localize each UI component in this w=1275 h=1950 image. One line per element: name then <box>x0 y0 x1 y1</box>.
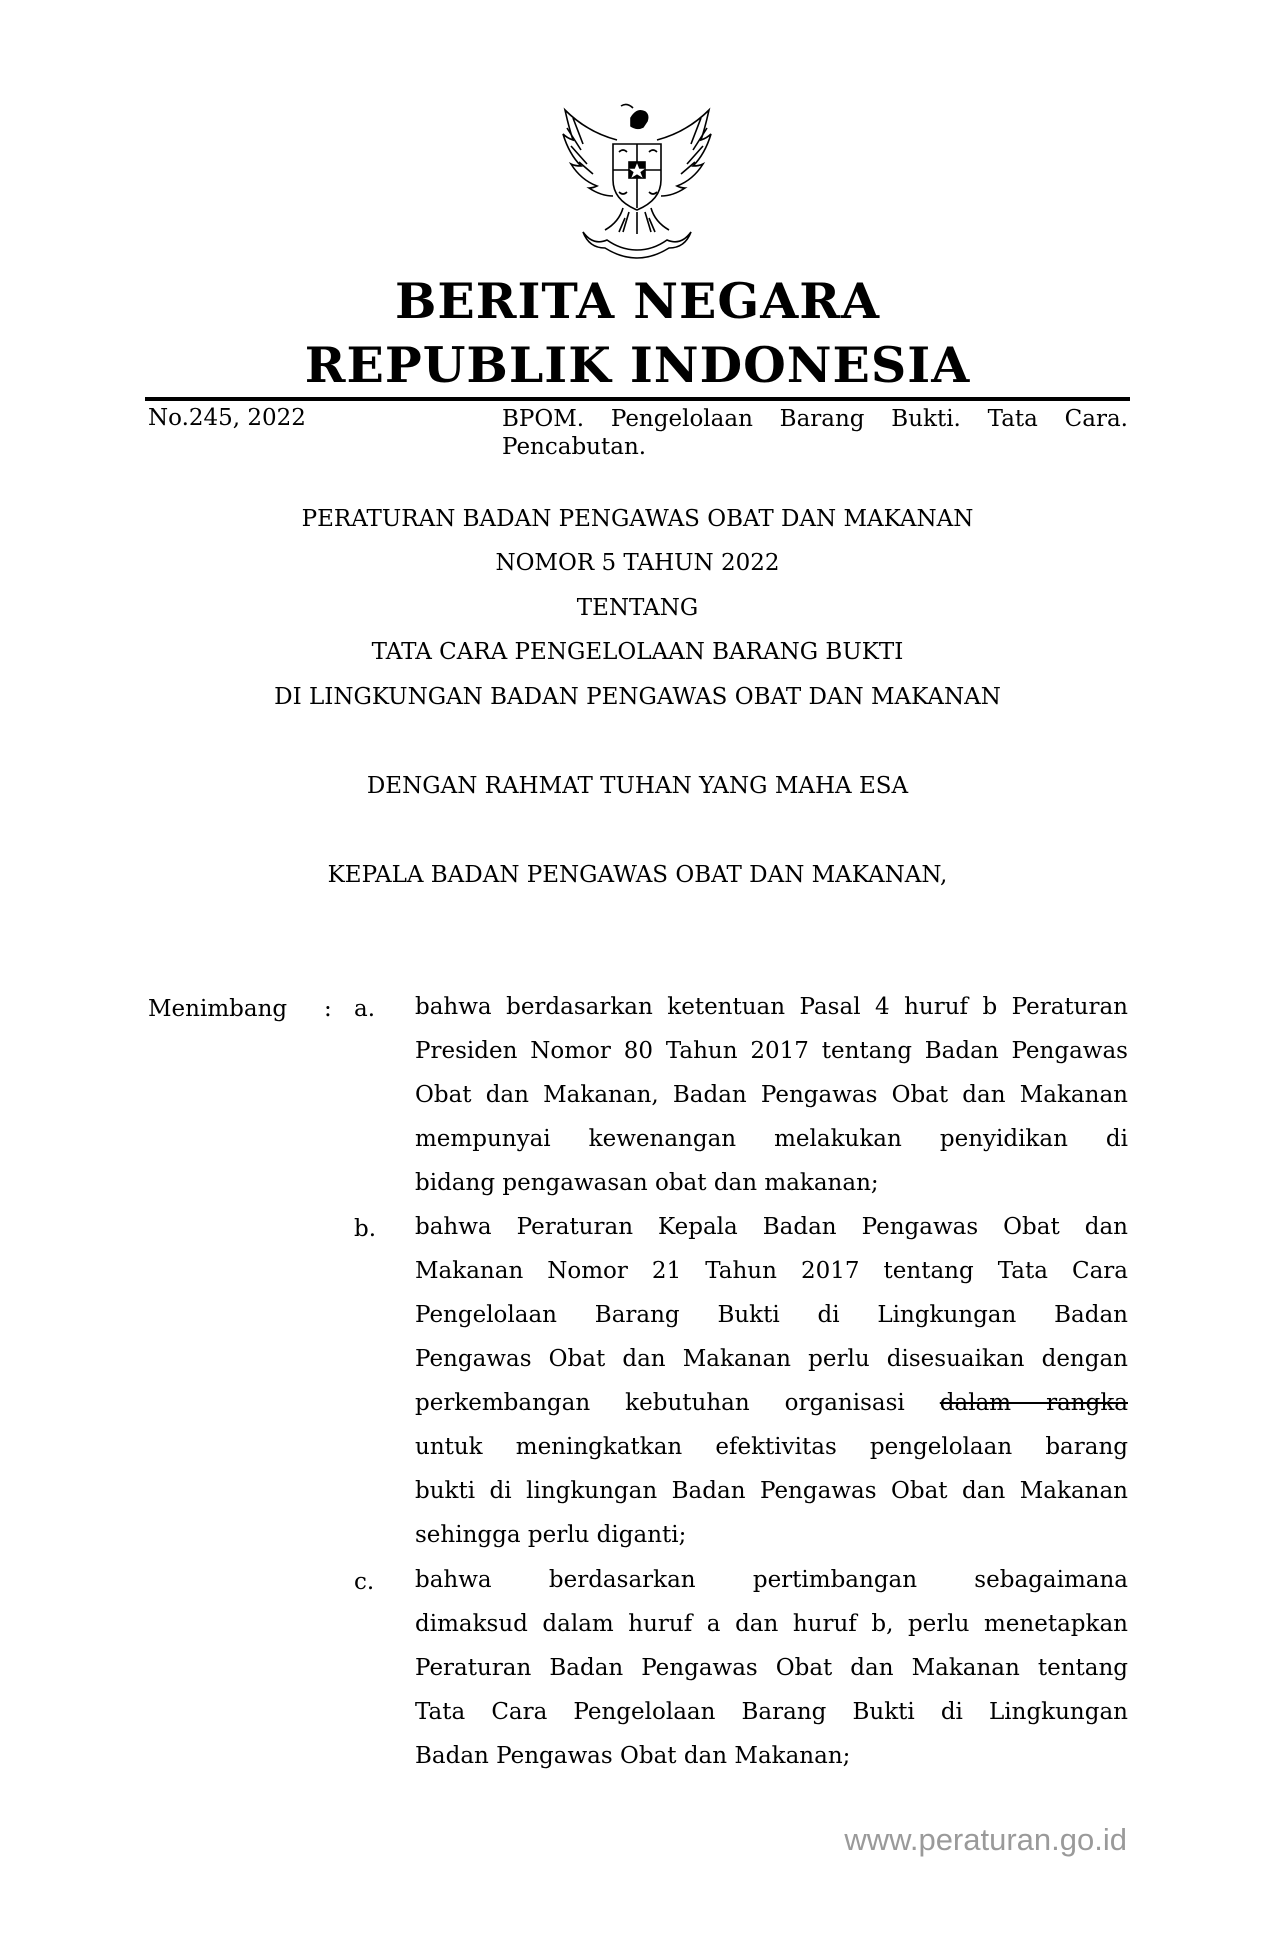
considering-item-c <box>415 1558 1128 1778</box>
paragraph-line: Obat dan Makanan, Badan Pengawas Obat dan Makanan <box>415 1082 1128 1108</box>
paragraph-line: Badan Pengawas Obat dan Makanan; <box>415 1743 851 1769</box>
paragraph-line: Pengelolaan Barang Bukti di Lingkungan Badan <box>415 1302 1128 1328</box>
garuda-emblem-icon <box>553 100 721 260</box>
considering-item-marker-b: b. <box>354 1216 377 1242</box>
invocation: DENGAN RAHMAT TUHAN YANG MAHA ESA <box>366 773 909 799</box>
paragraph-line: sehingga perlu diganti; <box>415 1522 687 1548</box>
considering-colon: : <box>324 996 332 1022</box>
paragraph-line-with-strike <box>415 1381 1128 1425</box>
paragraph-line: dimaksud dalam huruf a dan huruf b, perlu menetapkan <box>415 1611 1128 1637</box>
paragraph-line: bahwa berdasarkan pertimbangan sebagaimana <box>415 1567 1128 1593</box>
regulation-heading-line2: NOMOR 5 TAHUN 2022 <box>495 550 780 576</box>
paragraph-line: bukti di lingkungan Badan Pengawas Obat dan Makanan <box>415 1478 1128 1504</box>
paragraph-line: Tata Cara Pengelolaan Barang Bukti di Lingkungan <box>415 1699 1128 1725</box>
considering-label: Menimbang <box>148 996 288 1022</box>
considering-item-a <box>415 985 1128 1205</box>
regulation-heading-line1: PERATURAN BADAN PENGAWAS OBAT DAN MAKANAN <box>301 506 974 532</box>
paragraph-line: bahwa Peraturan Kepala Badan Pengawas Obat dan <box>415 1214 1128 1240</box>
paragraph-line: bidang pengawasan obat dan makanan; <box>415 1170 879 1196</box>
gazette-number: No.245, 2022 <box>148 405 306 431</box>
gazette-subject-line1: BPOM. Pengelolaan Barang Bukti. Tata Cara. <box>502 406 1128 432</box>
paragraph-line: Pengawas Obat dan Makanan perlu disesuaikan dengan <box>415 1346 1128 1372</box>
considering-item-b <box>415 1205 1128 1557</box>
considering-item-marker-c: c. <box>354 1569 375 1595</box>
regulation-heading-line4: TATA CARA PENGELOLAAN BARANG BUKTI <box>371 639 904 665</box>
masthead-title-line1: BERITA NEGARA <box>394 272 880 330</box>
gazette-subject-line2: Pencabutan. <box>502 434 647 460</box>
regulation-heading-line3: TENTANG <box>576 595 699 621</box>
regulation-heading-line5: DI LINGKUNGAN BADAN PENGAWAS OBAT DAN MAKANAN <box>274 684 1001 710</box>
paragraph-text: perkembangan kebutuhan organisasi <box>415 1390 905 1416</box>
masthead-divider <box>145 397 1130 401</box>
paragraph-line: bahwa berdasarkan ketentuan Pasal 4 huruf b Peraturan <box>415 994 1128 1020</box>
paragraph-line: Peraturan Badan Pengawas Obat dan Makanan tentang <box>415 1655 1128 1681</box>
paragraph-line: mempunyai kewenangan melakukan penyidikan di <box>415 1126 1128 1152</box>
issuing-authority: KEPALA BADAN PENGAWAS OBAT DAN MAKANAN, <box>327 862 948 888</box>
paragraph-line: Presiden Nomor 80 Tahun 2017 tentang Badan Pengawas <box>415 1038 1128 1064</box>
paragraph-line: Makanan Nomor 21 Tahun 2017 tentang Tata Cara <box>415 1258 1128 1284</box>
masthead-title-line2: REPUBLIK INDONESIA <box>304 336 971 394</box>
footer-url-link[interactable]: www.peraturan.go.id <box>844 1822 1127 1857</box>
paragraph-line: untuk meningkatkan efektivitas pengelolaan barang <box>415 1434 1128 1460</box>
considering-item-marker-a: a. <box>354 996 376 1022</box>
struck-text: dalam rangka <box>939 1390 1128 1416</box>
